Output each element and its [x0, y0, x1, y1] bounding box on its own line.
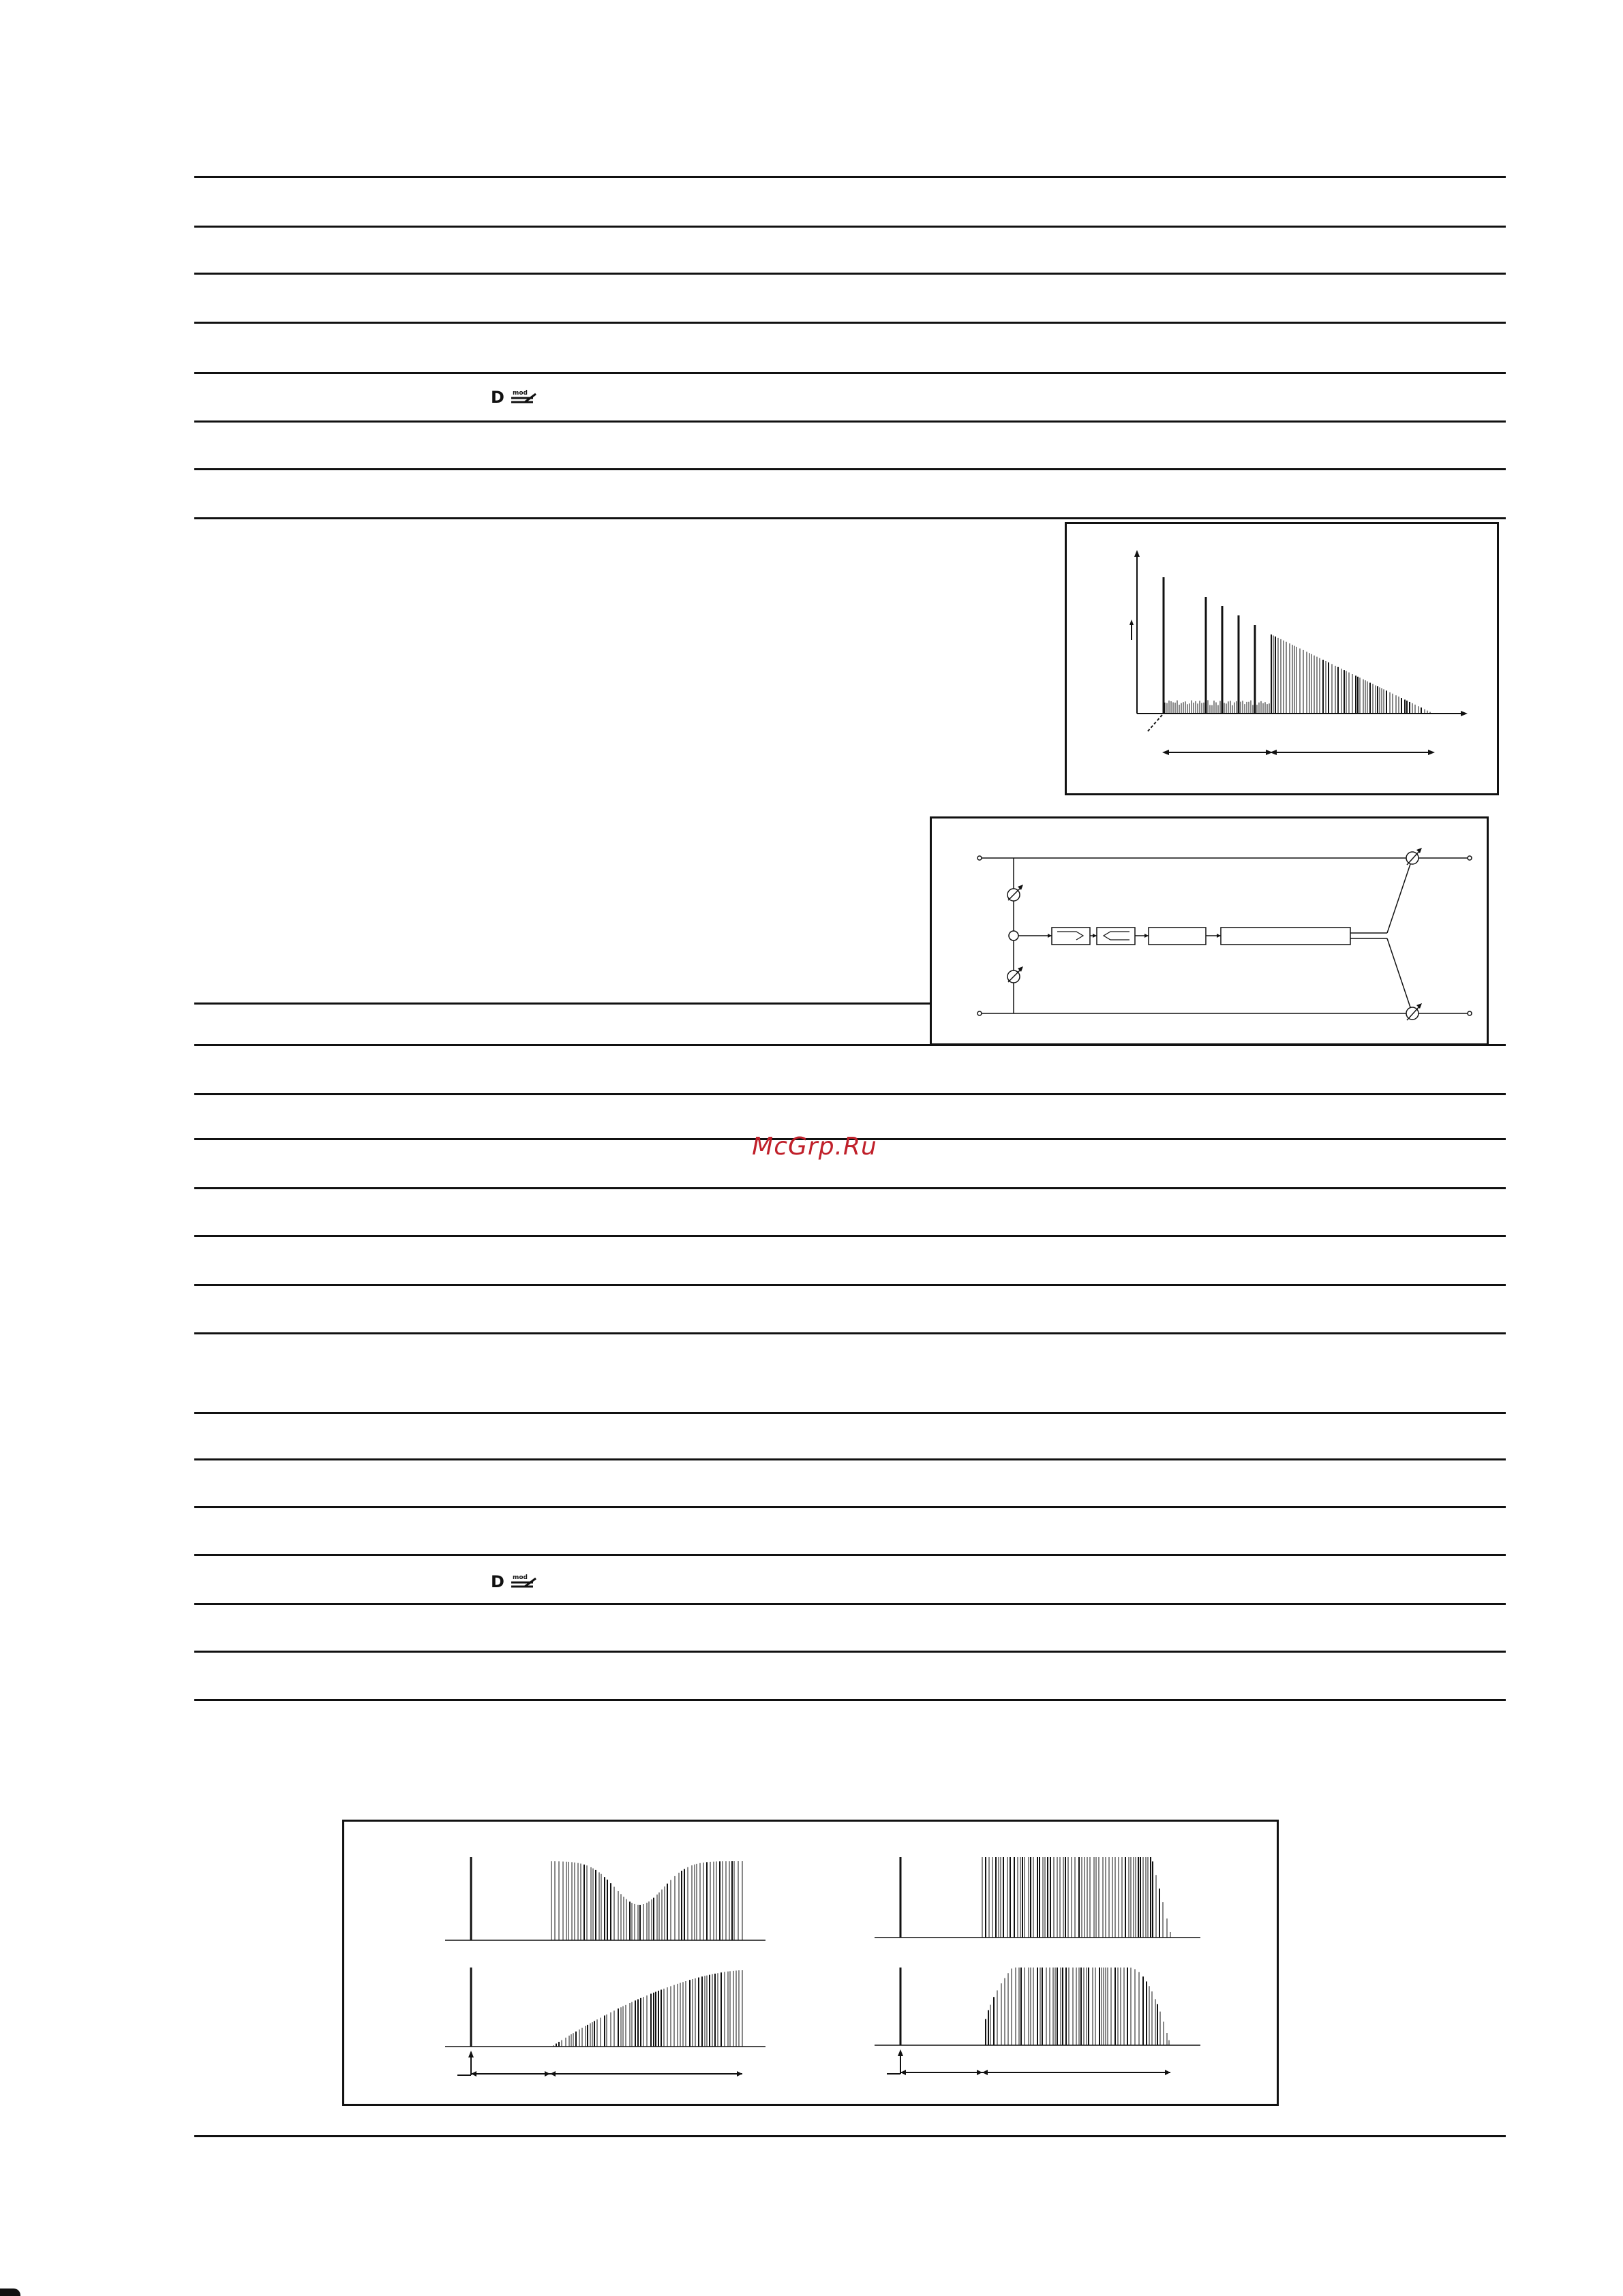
table-rule — [194, 1554, 1506, 1556]
x-axis-arrow — [1461, 711, 1468, 716]
table-rule — [194, 322, 1506, 324]
table-rule — [194, 468, 1506, 470]
block-diagram-figure — [930, 816, 1489, 1045]
table-rule — [194, 1651, 1506, 1653]
table-rule — [194, 1458, 1506, 1460]
table-rule — [194, 1002, 930, 1005]
watermark: McGrp.Ru — [752, 1133, 877, 1161]
table-rule — [194, 226, 1506, 228]
reverb-block — [1221, 928, 1350, 945]
wet-dry-knob-icon — [1406, 848, 1422, 865]
spectrum-figure — [1065, 522, 1499, 795]
signal-flow-diagram — [932, 818, 1487, 1043]
envelope-lines — [551, 1970, 742, 2047]
table-rule — [194, 1235, 1506, 1237]
dmod-superscript: mod — [513, 390, 528, 397]
table-rule — [194, 1699, 1506, 1701]
hpf-block — [1052, 928, 1090, 945]
table-rule — [194, 273, 1506, 275]
table-rule — [194, 517, 1506, 519]
envelope-lines — [551, 1861, 742, 1940]
lpf-block — [1097, 928, 1135, 945]
dmod-icon — [510, 388, 539, 406]
envelope-figure — [342, 1820, 1279, 2106]
level-knob-icon — [1007, 966, 1023, 983]
table-rule — [194, 1603, 1506, 1605]
table-rule — [194, 1412, 1506, 1414]
table-rule — [194, 1044, 1506, 1046]
dmod-symbol — [491, 388, 539, 406]
dmod-symbol — [491, 1573, 539, 1591]
table-rule — [194, 1506, 1506, 1508]
predelay-indicator — [1147, 715, 1162, 732]
envelope-lines — [982, 1857, 1170, 1938]
table-rule — [194, 1332, 1506, 1334]
dmod-letter: D — [491, 388, 504, 407]
table-rule — [194, 420, 1506, 423]
dmod-superscript: mod — [513, 1574, 528, 1581]
envelope-comparison-graphs — [344, 1822, 1277, 2104]
dmod-icon — [510, 1573, 539, 1591]
table-rule — [194, 176, 1506, 178]
page-corner-mark — [0, 2289, 20, 2296]
early-reflection-block — [1149, 928, 1206, 945]
table-rule — [194, 1284, 1506, 1286]
level-knob-icon — [1007, 885, 1023, 901]
wet-dry-knob-icon — [1406, 1003, 1422, 1020]
spectrum-graph — [1067, 524, 1497, 793]
table-rule — [194, 372, 1506, 374]
mixer-node-icon — [1009, 931, 1018, 940]
envelope-lines — [982, 1968, 1169, 2045]
dmod-letter: D — [491, 1572, 504, 1591]
y-axis-arrow — [1134, 550, 1140, 557]
table-rule — [194, 1093, 1506, 1095]
table-rule — [194, 1187, 1506, 1189]
table-rule — [194, 2135, 1506, 2137]
